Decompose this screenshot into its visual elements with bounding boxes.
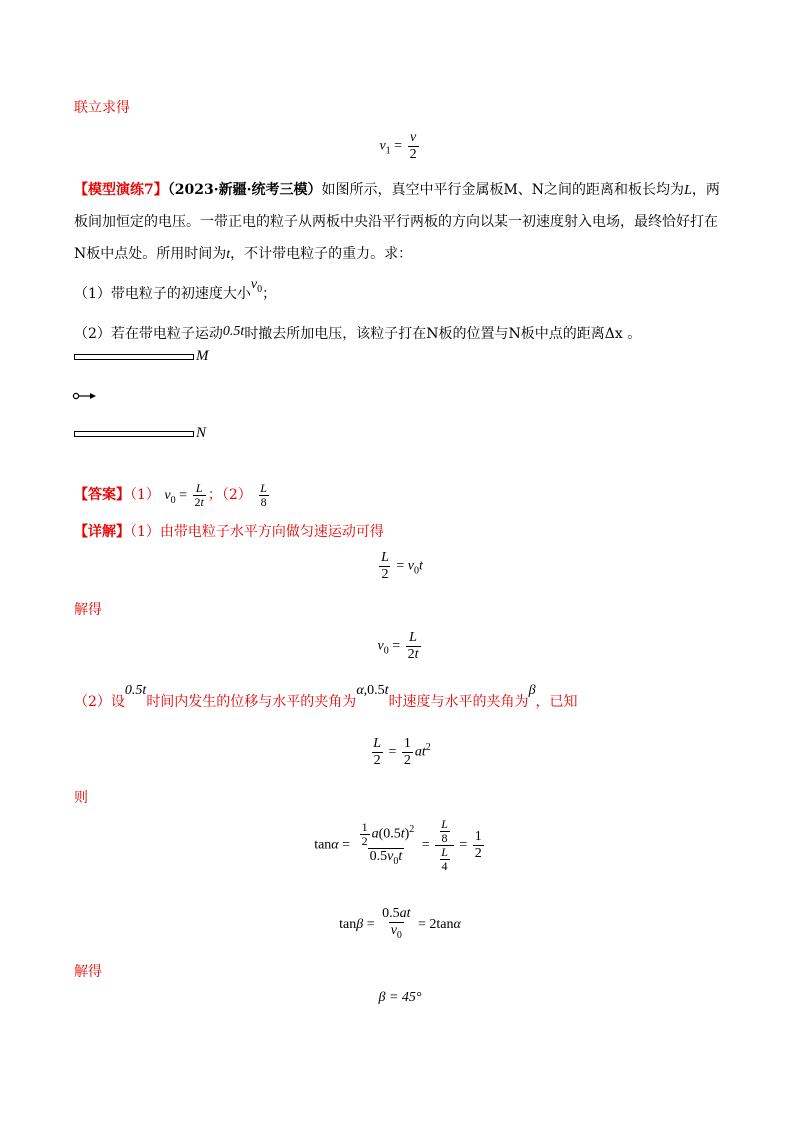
eq-den: 2 [409, 147, 417, 162]
equation-L2-half-at2: $\frac{L}{2}$ = $\frac{1}{2}$ $at^2$ [373, 736, 431, 768]
var-0.5t: 0.5t [124, 683, 147, 698]
var-t: t [226, 247, 231, 262]
detail-text: ，已知 [535, 694, 578, 710]
answer-line [74, 478, 271, 518]
detail-tag: 【详解】 [74, 524, 130, 540]
eq-var: v [379, 138, 386, 154]
question-part-1 [74, 277, 277, 310]
question-text: N板中点处。所用时间为 [74, 246, 227, 262]
equation-v1 [0, 130, 800, 163]
question-line-2: 板间加恒定的电压。一带正电的粒子从两板中央沿平行两板的方向以某一初速度射入电场，最终恰好打在 [74, 214, 718, 230]
answer-part-1: （1） [130, 487, 160, 503]
plate-m [74, 354, 194, 360]
detail-text: （2）设 [74, 694, 125, 710]
answer-tag: 【答案】 [74, 487, 130, 503]
text-lianli: 联立求得 [74, 100, 130, 116]
text-ze: 则 [74, 790, 88, 806]
text-jiede-2: 解得 [74, 964, 102, 980]
answer-part-2: （2） [221, 487, 252, 503]
detail-text: （1）由带电粒子水平方向做匀速运动可得 [130, 524, 384, 540]
question-line-1 [74, 180, 720, 201]
text-jiede-1: 解得 [74, 602, 102, 618]
question-text: ，不计带电粒子的重力。求： [230, 246, 413, 262]
equation-L2-v0t: $\frac{L}{2}$ = $v_0t$ [381, 550, 423, 582]
equation-tan-alpha: tanα = $\frac{1}{2}$ $a(0.5t)^2$ $0.5v_0t$ = $\frac{\frac{L}{8}}{\frac{L}{4}}$ = $\frac{1}{2}$ [314, 817, 482, 873]
var-beta: β [528, 683, 536, 698]
var-0.5t: 0.5t [222, 324, 245, 339]
eq-equals: = [394, 138, 403, 154]
question-text: ； [262, 286, 277, 302]
detail-text: 时间内发生的位移与水平的夹角为 [146, 694, 357, 710]
question-text: 如图所示，真空中平行金属板M、N之间的距离和板长均为 [321, 182, 685, 198]
particle-arrow-icon [72, 390, 98, 402]
question-text: 时撤去所加电压，该粒子打在N板的位置与N板中点的距离Δx 。 [244, 326, 642, 342]
plate-n [74, 431, 194, 437]
question-text: （1）带电粒子的初速度大小 [74, 286, 251, 302]
question-source: （2023·新疆·统考三模） [167, 182, 322, 198]
question-line-3 [74, 244, 412, 265]
equation-v0-L2t: $v_0$ = $\frac{L}{2t}$ [377, 630, 419, 662]
question-text: ，两 [691, 182, 720, 198]
detail-text: 时速度与水平的夹角为 [388, 694, 529, 710]
answer-eq-2: $\frac{L}{8}$ [260, 481, 267, 510]
eq-num: v [409, 130, 417, 145]
detail-line-2 [74, 683, 578, 713]
equation-tan-beta: tanβ = $\frac{0.5at}{v_0}$ = 2tanα [0, 906, 800, 944]
answer-eq-1: $v_0$ = $\frac{L}{2t}$ [164, 481, 204, 510]
eq-sub: 1 [385, 145, 391, 157]
question-tag: 【模型演练7】 [74, 182, 168, 198]
answer-sep: ； [207, 487, 222, 503]
detail-line-1 [74, 522, 384, 542]
plate-m-label: M [196, 348, 209, 364]
question-part-2 [74, 324, 641, 345]
plate-n-label: N [196, 425, 207, 441]
var-alpha-0.5t: α,0.5t [356, 683, 389, 698]
eq-frac [408, 130, 419, 163]
var-L: L [684, 183, 692, 198]
question-text: （2）若在带电粒子运动 [74, 326, 223, 342]
equation-final-beta: β = 45° [378, 990, 422, 1005]
var-v0: $v_0$ [250, 277, 263, 295]
